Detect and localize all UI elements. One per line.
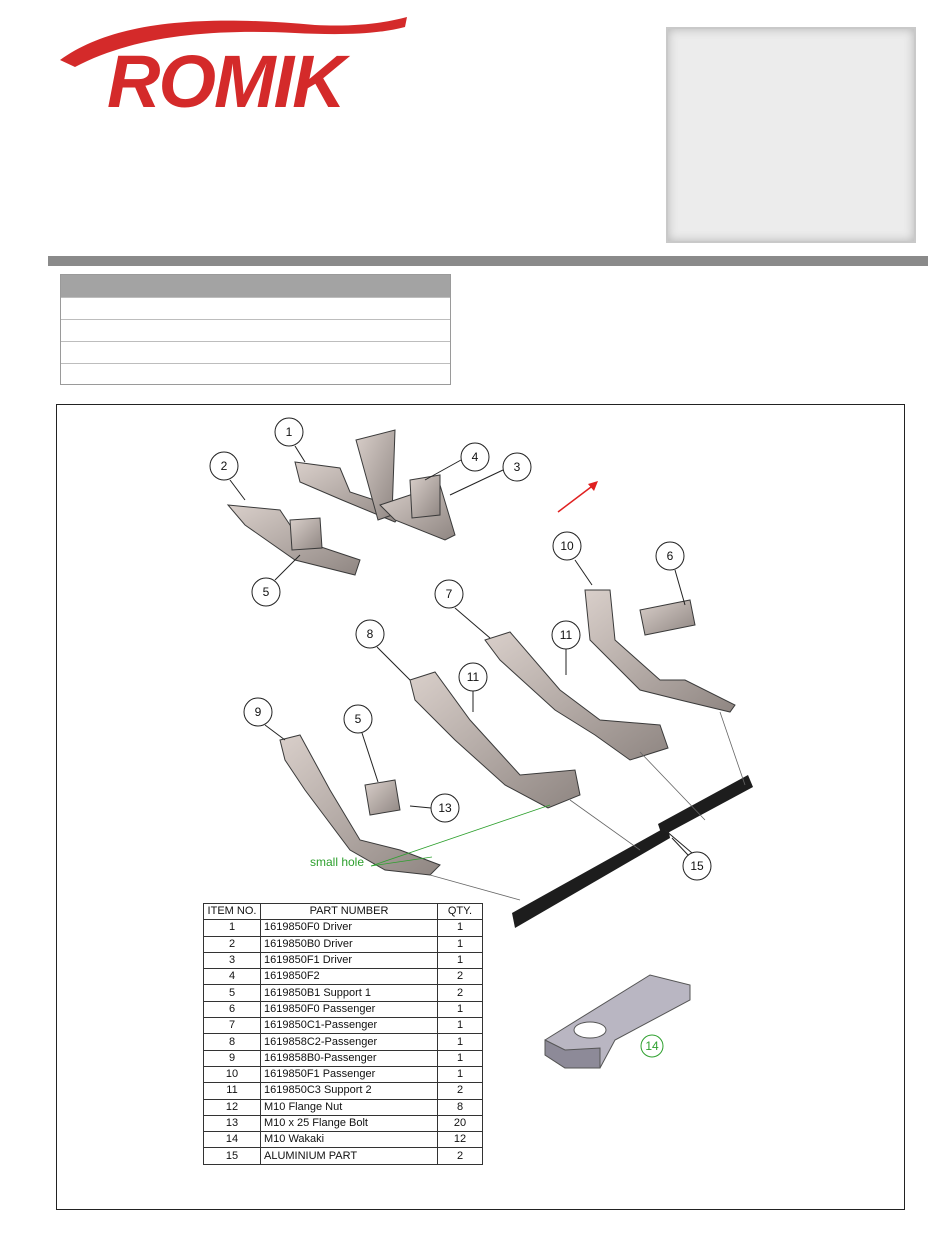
- svg-text:11: 11: [559, 628, 573, 642]
- bom-part-number: 1619858B0-Passenger: [261, 1050, 438, 1066]
- bom-row: [204, 1099, 483, 1115]
- svg-text:10: 10: [560, 539, 574, 553]
- bom-row: [204, 985, 483, 1001]
- bom-item-no: 7: [204, 1018, 261, 1034]
- bom-qty: 20: [438, 1115, 483, 1131]
- bom-part-number: M10 Flange Nut: [261, 1099, 438, 1115]
- bom-row: [204, 1034, 483, 1050]
- svg-text:13: 13: [438, 801, 452, 815]
- svg-text:7: 7: [445, 587, 453, 601]
- bom-part-number: 1619858C2-Passenger: [261, 1034, 438, 1050]
- svg-text:2: 2: [220, 459, 228, 473]
- bom-qty: 2: [438, 985, 483, 1001]
- bracket-part-2-clip: [290, 518, 322, 550]
- bom-part-number: 1619850F2: [261, 969, 438, 985]
- bom-part-number: 1619850B1 Support 1: [261, 985, 438, 1001]
- callout-11b: [459, 663, 487, 712]
- callout-7: [435, 580, 490, 638]
- callout-2: [210, 452, 245, 500]
- bracket-part-7: [485, 632, 668, 760]
- bom-row: [204, 952, 483, 968]
- bom-row: [204, 936, 483, 952]
- bom-row: [204, 920, 483, 936]
- bracket-part-6: [640, 600, 695, 635]
- bom-part-number: 1619850F0 Driver: [261, 920, 438, 936]
- bom-item-no: 13: [204, 1115, 261, 1131]
- svg-text:8: 8: [366, 627, 374, 641]
- bom-qty: 1: [438, 1034, 483, 1050]
- bom-item-no: 2: [204, 936, 261, 952]
- bom-item-no: 11: [204, 1083, 261, 1099]
- bom-header-qty: QTY.: [438, 904, 483, 920]
- bom-item-no: 9: [204, 1050, 261, 1066]
- bom-header-item: ITEM NO.: [204, 904, 261, 920]
- bom-item-no: 15: [204, 1148, 261, 1164]
- bom-item-no: 10: [204, 1066, 261, 1082]
- svg-text:1: 1: [285, 425, 293, 439]
- bom-item-no: 6: [204, 1001, 261, 1017]
- svg-text:4: 4: [471, 450, 479, 464]
- bom-item-no: 5: [204, 985, 261, 1001]
- bom-item-no: 8: [204, 1034, 261, 1050]
- callout-9: [244, 698, 285, 740]
- bracket-part-5-support: [365, 780, 400, 815]
- callout-10: [553, 532, 592, 585]
- callout-11a: [552, 621, 580, 675]
- bom-row: [204, 1066, 483, 1082]
- bom-qty: 2: [438, 1148, 483, 1164]
- bom-part-number: ALUMINIUM PART: [261, 1148, 438, 1164]
- bill-of-materials: [203, 903, 483, 1165]
- svg-text:11: 11: [466, 670, 480, 684]
- bom-qty: 1: [438, 952, 483, 968]
- part-14-wakaki: [545, 975, 690, 1068]
- bom-row: [204, 969, 483, 985]
- svg-text:14: 14: [645, 1039, 659, 1053]
- bom-row: [204, 1083, 483, 1099]
- callout-15: [665, 830, 711, 880]
- bom-item-no: 12: [204, 1099, 261, 1115]
- bom-qty: 1: [438, 1066, 483, 1082]
- bracket-part-9: [280, 735, 440, 875]
- bom-item-no: 3: [204, 952, 261, 968]
- bom-qty: 1: [438, 1050, 483, 1066]
- bom-part-number: 1619850B0 Driver: [261, 936, 438, 952]
- bom-item-no: 4: [204, 969, 261, 985]
- callout-14: [641, 1035, 663, 1057]
- bom-row: [204, 1001, 483, 1017]
- bom-item-no: 14: [204, 1132, 261, 1148]
- bom-qty: 12: [438, 1132, 483, 1148]
- bom-header-part: PART NUMBER: [261, 904, 438, 920]
- bom-row: [204, 1018, 483, 1034]
- callout-5b: [344, 705, 378, 782]
- bom-part-number: 1619850C3 Support 2: [261, 1083, 438, 1099]
- bom-header-row: [204, 904, 483, 920]
- svg-text:3: 3: [513, 460, 521, 474]
- bom-part-number: 1619850F0 Passenger: [261, 1001, 438, 1017]
- small-hole-note: small hole: [310, 855, 365, 869]
- bom-row: [204, 1132, 483, 1148]
- bom-part-number: 1619850F1 Driver: [261, 952, 438, 968]
- bom-qty: 1: [438, 1018, 483, 1034]
- svg-text:9: 9: [254, 705, 262, 719]
- callout-4: [425, 443, 489, 480]
- svg-text:5: 5: [354, 712, 362, 726]
- bom-part-number: M10 x 25 Flange Bolt: [261, 1115, 438, 1131]
- svg-text:6: 6: [666, 549, 674, 563]
- bom-qty: 2: [438, 1083, 483, 1099]
- bom-qty: 1: [438, 936, 483, 952]
- bom-qty: 1: [438, 920, 483, 936]
- svg-text:5: 5: [262, 585, 270, 599]
- bom-row: [204, 1115, 483, 1131]
- aluminium-rail-right: [658, 775, 753, 836]
- callout-1: [275, 418, 305, 462]
- bom-part-number: 1619850F1 Passenger: [261, 1066, 438, 1082]
- logo-text: ROMIK: [107, 40, 344, 115]
- callout-8: [356, 620, 410, 680]
- callout-13: [410, 794, 459, 822]
- bom-item-no: 1: [204, 920, 261, 936]
- bom-qty: 8: [438, 1099, 483, 1115]
- aluminium-rail-left: [512, 826, 670, 928]
- bom-part-number: 1619850C1-Passenger: [261, 1018, 438, 1034]
- bom-qty: 1: [438, 1001, 483, 1017]
- bom-qty: 2: [438, 969, 483, 985]
- bom-row: [204, 1148, 483, 1164]
- bom-row: [204, 1050, 483, 1066]
- bom-part-number: M10 Wakaki: [261, 1132, 438, 1148]
- callout-5: [252, 555, 300, 606]
- bracket-part-4: [410, 475, 440, 518]
- callout-6: [656, 542, 685, 605]
- svg-text:15: 15: [690, 859, 704, 873]
